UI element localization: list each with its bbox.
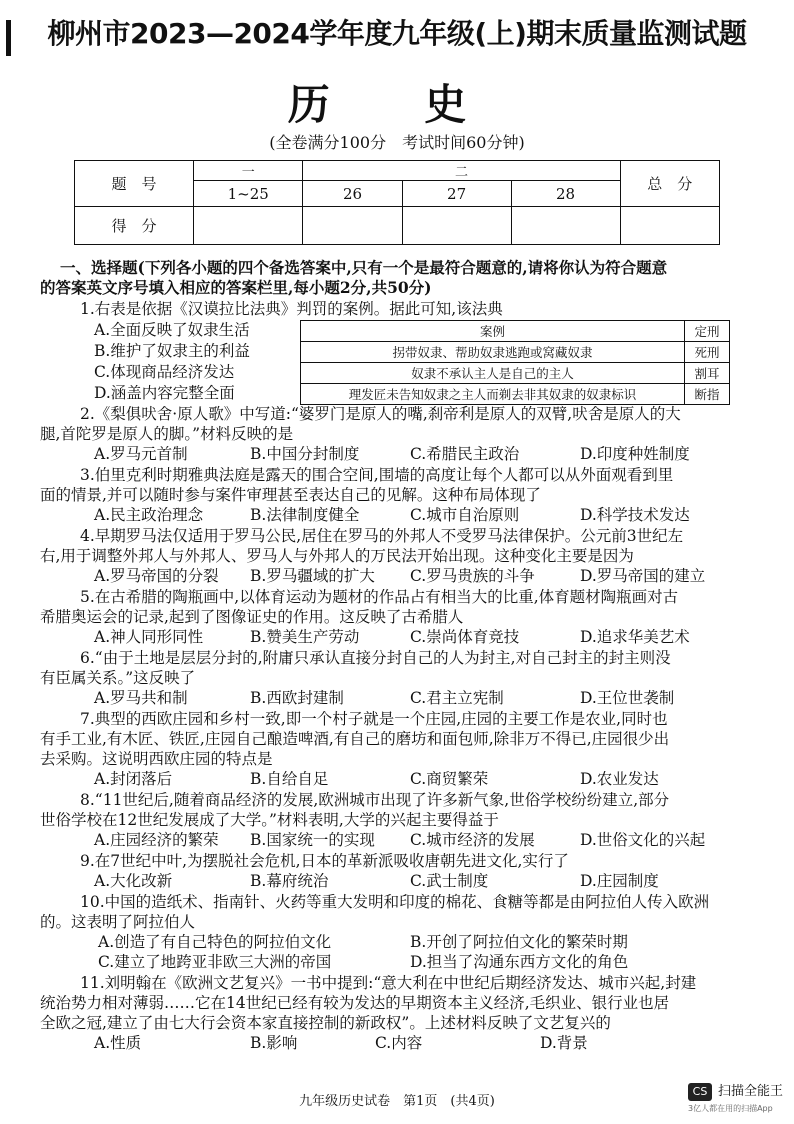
q8-option-a: A.庄园经济的繁荣 [94,831,219,849]
score-cell [511,207,620,245]
case-cell: 理发匠未告知奴隶之主人而剃去非其奴隶的奴隶标识 [301,384,685,405]
score-cell [620,207,719,245]
case-header: 案例 [301,321,685,342]
q9-option-a: A.大化改新 [94,872,173,890]
q5-option-c: C.崇尚体育竞技 [410,628,520,646]
q6-line2: 有臣属关系。”这反映了 [40,669,196,687]
q9-line1: 9.在7世纪中叶,为摆脱社会危机,日本的革新派吸收唐朝先进文化,实行了 [80,852,569,870]
subject-title: 历 史 [287,80,507,129]
q7-line2: 有手工业,有木匠、铁匠,庄园自己酿造啤酒,有自己的磨坊和面包师,除非万不得已,庄园很少出 [40,730,670,748]
q1-option-a: A.全面反映了奴隶生活 [94,321,250,339]
q3-option-d: D.科学技术发达 [580,506,690,524]
q3-option-b: B.法律制度健全 [250,506,360,524]
q4-option-a: A.罗马帝国的分裂 [94,567,219,585]
exam-title: 柳州市2023—2024学年度九年级(上)期末质量监测试题 [47,17,747,50]
watermark-subtext: 3亿人都在用的扫描App [688,1104,773,1113]
group-one: 一 [193,161,302,181]
q6-option-a: A.罗马共和制 [94,689,188,707]
q3-line2: 面的情景,并可以随时参与案件审理甚至表达自己的见解。这种布局体现了 [40,486,541,504]
watermark-text: 扫描全能王 [718,1084,784,1099]
q8-option-b: B.国家统一的实现 [250,831,375,849]
q7-line1: 7.典型的西欧庄园和乡村一致,即一个村子就是一个庄园,庄园的主要工作是农业,同时也 [80,710,668,728]
penalty-header: 定刑 [685,321,730,342]
q7-option-d: D.农业发达 [580,770,659,788]
q10-option-d: D.担当了沟通东西方文化的角色 [410,953,629,971]
penalty-cell: 割耳 [685,363,730,384]
camscanner-logo-icon: CS [688,1083,712,1101]
q9-option-d: D.庄园制度 [580,872,659,890]
total-label: 总 分 [620,161,719,207]
q2-line2: 腿,首陀罗是原人的脚。”材料反映的是 [40,425,294,443]
q1-option-b: B.维护了奴隶主的利益 [94,342,250,360]
q4-line2: 右,用于调整外邦人与外邦人、罗马人与外邦人的万民法开始出现。这种变化主要是因为 [40,547,634,565]
q4-option-d: D.罗马帝国的建立 [580,567,706,585]
q4-option-b: B.罗马疆域的扩大 [250,567,375,585]
q5-line2: 希腊奥运会的记录,起到了图像证史的作用。这反映了古希腊人 [40,608,464,626]
q7-line3: 去采购。这说明西欧庄园的特点是 [40,750,273,768]
exam-info: (全卷满分100分 考试时间60分钟) [269,133,525,152]
q2-option-d: D.印度种姓制度 [580,445,690,463]
q9-option-c: C.武士制度 [410,872,489,890]
q10-line1: 10.中国的造纸术、指南针、火药等重大发明和印度的棉花、食糖等都是由阿拉伯人传入欧洲 [80,893,710,911]
q10-option-b: B.开创了阿拉伯文化的繁荣时期 [410,933,628,951]
q1-option-c: C.体现商品经济发达 [94,363,235,381]
q9-option-b: B.幕府统治 [250,872,329,890]
q7-option-c: C.商贸繁荣 [410,770,489,788]
score-cell [402,207,511,245]
q10-option-c: C.建立了地跨亚非欧三大洲的帝国 [98,953,332,971]
q5-option-b: B.赞美生产劳动 [250,628,360,646]
q11-option-c: C.内容 [375,1034,423,1052]
q8-line2: 世俗学校在12世纪发展成了大学。”材料表明,大学的兴起主要得益于 [40,811,499,829]
q7-option-b: B.自给自足 [250,770,329,788]
q1-case-table [300,320,730,405]
q1-stem: 1.右表是依据《汉谟拉比法典》判罚的案例。据此可知,该法典 [80,300,503,318]
score-table [74,160,720,245]
penalty-cell: 断指 [685,384,730,405]
col-26: 26 [303,181,402,207]
q1-option-d: D.涵盖内容完整全面 [94,384,235,402]
q6-option-d: D.王位世袭制 [580,689,675,707]
q11-option-a: A.性质 [94,1034,142,1052]
page-footer: 九年级历史试卷 第1页 (共4页) [299,1094,495,1109]
q5-option-a: A.神人同形同性 [94,628,204,646]
section-instructions-line2: 的答案英文序号填入相应的答案栏里,每小题2分,共50分) [40,278,432,297]
q8-option-c: C.城市经济的发展 [410,831,535,849]
q5-option-d: D.追求华美艺术 [580,628,690,646]
score-cell [193,207,302,245]
col-1-25: 1~25 [193,181,302,207]
scanner-watermark [688,1080,783,1101]
row-label-score: 得 分 [75,207,194,245]
q11-line1: 11.刘明翰在《欧洲文艺复兴》一书中提到:“意大利在中世纪后期经济发达、城市兴起,封建 [80,974,697,992]
q5-line1: 5.在古希腊的陶瓶画中,以体育运动为题材的作品占有相当大的比重,体育题材陶瓶画对古 [80,588,679,606]
row-label-number: 题 号 [75,161,194,207]
scan-edge-mark [6,20,11,56]
q6-line1: 6.“由于土地是层层分封的,附庸只承认直接分封自己的人为封主,对自己封主的封主则没 [80,649,671,667]
q2-option-c: C.希腊民主政治 [410,445,520,463]
section-instructions-line1: 一、选择题(下列各小题的四个备选答案中,只有一个是最符合题意的,请将你认为符合题意 [60,258,668,277]
col-28: 28 [511,181,620,207]
penalty-cell: 死刑 [685,342,730,363]
q3-line1: 3.伯里克利时期雅典法庭是露天的围合空间,围墙的高度让每个人都可以从外面观看到里 [80,466,674,484]
case-cell: 拐带奴隶、帮助奴隶逃跑或窝藏奴隶 [301,342,685,363]
q7-option-a: A.封闭落后 [94,770,173,788]
q2-option-b: B.中国分封制度 [250,445,360,463]
q11-line3: 全欧之冠,建立了由七大行会资本家直接控制的新政权”。上述材料反映了文艺复兴的 [40,1014,611,1032]
q11-option-d: D.背景 [540,1034,588,1052]
col-27: 27 [402,181,511,207]
q4-option-c: C.罗马贵族的斗争 [410,567,535,585]
q11-line2: 统治势力相对薄弱……它在14世纪已经有较为发达的早期资本主义经济,毛织业、银行业也居 [40,994,670,1012]
q8-option-d: D.世俗文化的兴起 [580,831,706,849]
q10-line2: 的。这表明了阿拉伯人 [40,913,196,931]
q2-option-a: A.罗马元首制 [94,445,188,463]
q6-option-b: B.西欧封建制 [250,689,344,707]
q6-option-c: C.君主立宪制 [410,689,504,707]
q3-option-a: A.民主政治理念 [94,506,204,524]
q10-option-a: A.创造了有自己特色的阿拉伯文化 [98,933,332,951]
score-cell [303,207,402,245]
q4-line1: 4.早期罗马法仅适用于罗马公民,居住在罗马的外邦人不受罗马法律保护。公元前3世纪左 [80,527,684,545]
q2-line1: 2.《梨俱吠舍·原人歌》中写道:“婆罗门是原人的嘴,刹帝利是原人的双臂,吠舍是原人的大 [80,405,681,423]
q3-option-c: C.城市自治原则 [410,506,520,524]
group-two: 二 [303,161,620,181]
case-cell: 奴隶不承认主人是自己的主人 [301,363,685,384]
q11-option-b: B.影响 [250,1034,298,1052]
q8-line1: 8.“11世纪后,随着商品经济的发展,欧洲城市出现了许多新气象,世俗学校纷纷建立,部分 [80,791,670,809]
